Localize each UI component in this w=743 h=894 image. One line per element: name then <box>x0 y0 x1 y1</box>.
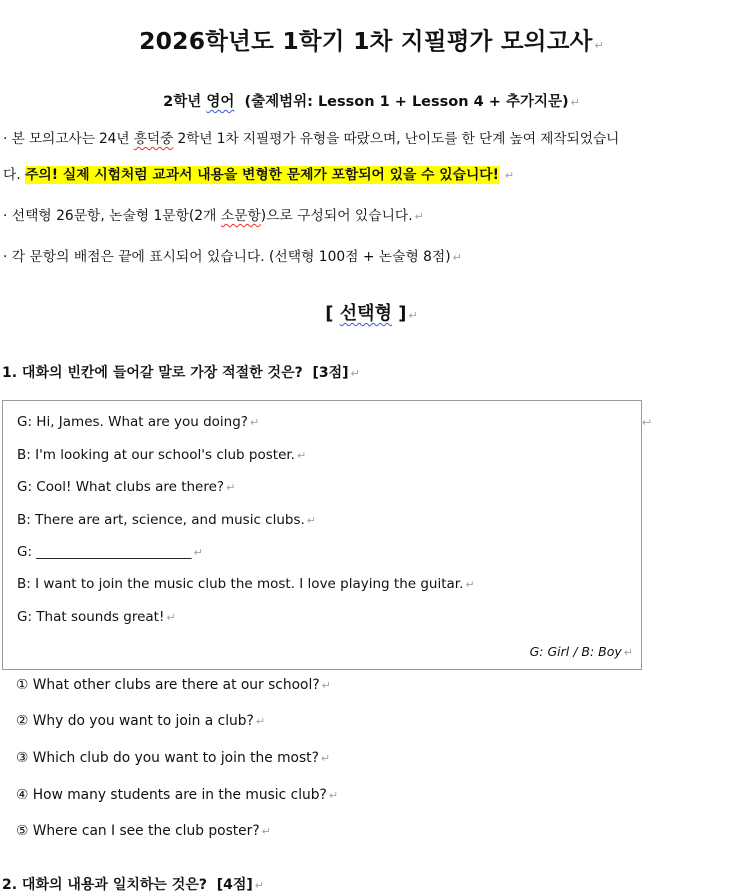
note-2-subquestion: 소문항 <box>220 208 261 224</box>
speaker-legend <box>530 644 633 659</box>
exam-title-text: 2026학년도 1학기 1차 지필평가 모의고사 <box>139 27 593 55</box>
exam-title <box>0 22 743 56</box>
paragraph-mark-icon: ↵ <box>408 309 418 322</box>
answer-option-5[interactable] <box>16 823 271 839</box>
note-1-school: 흥덕중 <box>133 131 174 147</box>
note-2-part-b: )으로 구성되어 있습니다. <box>260 208 413 224</box>
paragraph-mark-icon: ↵ <box>321 679 331 692</box>
option-text: ③ Which club do you want to join the most? <box>16 750 319 766</box>
paragraph-mark-icon: ↵ <box>166 611 176 624</box>
subtitle-range: (출제범위: Lesson 1 + Lesson 4 + 추가지문) <box>234 94 569 110</box>
dialogue-line <box>17 414 259 430</box>
dialogue-line <box>17 609 176 625</box>
option-text: ② Why do you want to join a club? <box>16 713 254 729</box>
paragraph-mark-icon: ↵ <box>193 546 203 559</box>
dialogue-blank-line <box>17 544 203 560</box>
note-1-continuation: 다. <box>3 167 26 183</box>
paragraph-mark-icon: ↵ <box>226 481 236 494</box>
box-end-mark-icon: ↩ <box>642 416 652 429</box>
question-1-heading <box>2 362 360 382</box>
option-text: ⑤ Where can I see the club poster? <box>16 823 260 839</box>
paragraph-mark-icon: ↵ <box>570 96 580 109</box>
subtitle-grade: 2학년 <box>163 94 207 110</box>
answer-option-3[interactable] <box>16 750 330 766</box>
paragraph-mark-icon: ↵ <box>452 251 462 264</box>
paragraph-mark-icon: ↵ <box>261 825 271 838</box>
dialogue-line <box>17 576 475 592</box>
dialogue-text: B: I'm looking at our school's club poster. <box>17 447 295 463</box>
section-heading <box>0 299 743 325</box>
note-line-2 <box>3 204 424 224</box>
paragraph-mark-icon: ↵ <box>414 210 424 223</box>
dialogue-line <box>17 479 235 495</box>
section-name: 선택형 <box>339 303 392 324</box>
subtitle-subject: 영어 <box>206 94 235 110</box>
dialogue-text: G: Hi, James. What are you doing? <box>17 414 248 430</box>
dialogue-text: B: I want to join the music club the most. I love playing the guitar. <box>17 576 464 592</box>
answer-option-1[interactable] <box>16 677 331 693</box>
note-line-1-continued <box>3 163 514 183</box>
dialogue-text: G: That sounds great! <box>17 609 165 625</box>
paragraph-mark-icon: ↵ <box>255 715 266 728</box>
dialogue-text: B: There are art, science, and music clubs. <box>17 512 305 528</box>
paragraph-mark-icon: ↵ <box>306 514 316 527</box>
dialogue-box <box>2 400 642 670</box>
paragraph-mark-icon: ↵ <box>594 39 604 52</box>
question-2-text: 2. 대화의 내용과 일치하는 것은? [4점] <box>2 877 253 893</box>
paragraph-mark-icon: ↵ <box>296 449 307 462</box>
paragraph-mark-icon: ↵ <box>328 789 339 802</box>
note-2-part-a: · 선택형 26문항, 논술형 1문항(2개 <box>3 208 221 224</box>
paragraph-mark-icon: ↵ <box>623 646 633 659</box>
paragraph-mark-icon: ↵ <box>465 578 475 591</box>
option-text: ① What other clubs are there at our school? <box>16 677 320 693</box>
note-line-3 <box>3 245 462 265</box>
paragraph-mark-icon: ↵ <box>249 416 260 429</box>
paragraph-mark-icon: ↵ <box>254 879 264 892</box>
question-2-heading <box>2 874 264 894</box>
option-text: ④ How many students are in the music club? <box>16 787 327 803</box>
note-3-text: · 각 문항의 배점은 끝에 표시되어 있습니다. (선택형 100점 + 논술형 8점) <box>3 249 451 265</box>
dialogue-line <box>17 447 306 463</box>
paragraph-mark-icon: ↵ <box>350 367 360 380</box>
paragraph-mark-icon: ↵ <box>504 169 515 182</box>
question-1-text: 1. 대화의 빈칸에 들어갈 말로 가장 적절한 것은? [3점] <box>2 365 349 381</box>
section-bracket-close: ] <box>391 303 407 324</box>
warning-highlight: 주의! 실제 시험처럼 교과서 내용을 변형한 문제가 포함되어 있을 수 있습니다! <box>25 167 499 183</box>
note-line-1 <box>3 127 619 147</box>
paragraph-mark-icon: ↵ <box>320 752 331 765</box>
dialogue-text: G: Cool! What clubs are there? <box>17 479 225 495</box>
exam-subtitle <box>0 90 743 111</box>
answer-option-2[interactable] <box>16 713 265 729</box>
section-bracket-open: [ <box>325 303 340 324</box>
dialogue-line <box>17 512 316 528</box>
dialogue-blank: G: _______________________ <box>17 544 192 560</box>
speaker-legend-text: G: Girl / B: Boy <box>529 644 622 659</box>
answer-option-4[interactable] <box>16 787 338 803</box>
note-1-part-b: 2학년 1차 지필평가 유형을 따랐으며, 난이도를 한 단계 높여 제작되었습니 <box>173 131 620 147</box>
note-1-part-a: · 본 모의고사는 24년 <box>3 131 134 147</box>
